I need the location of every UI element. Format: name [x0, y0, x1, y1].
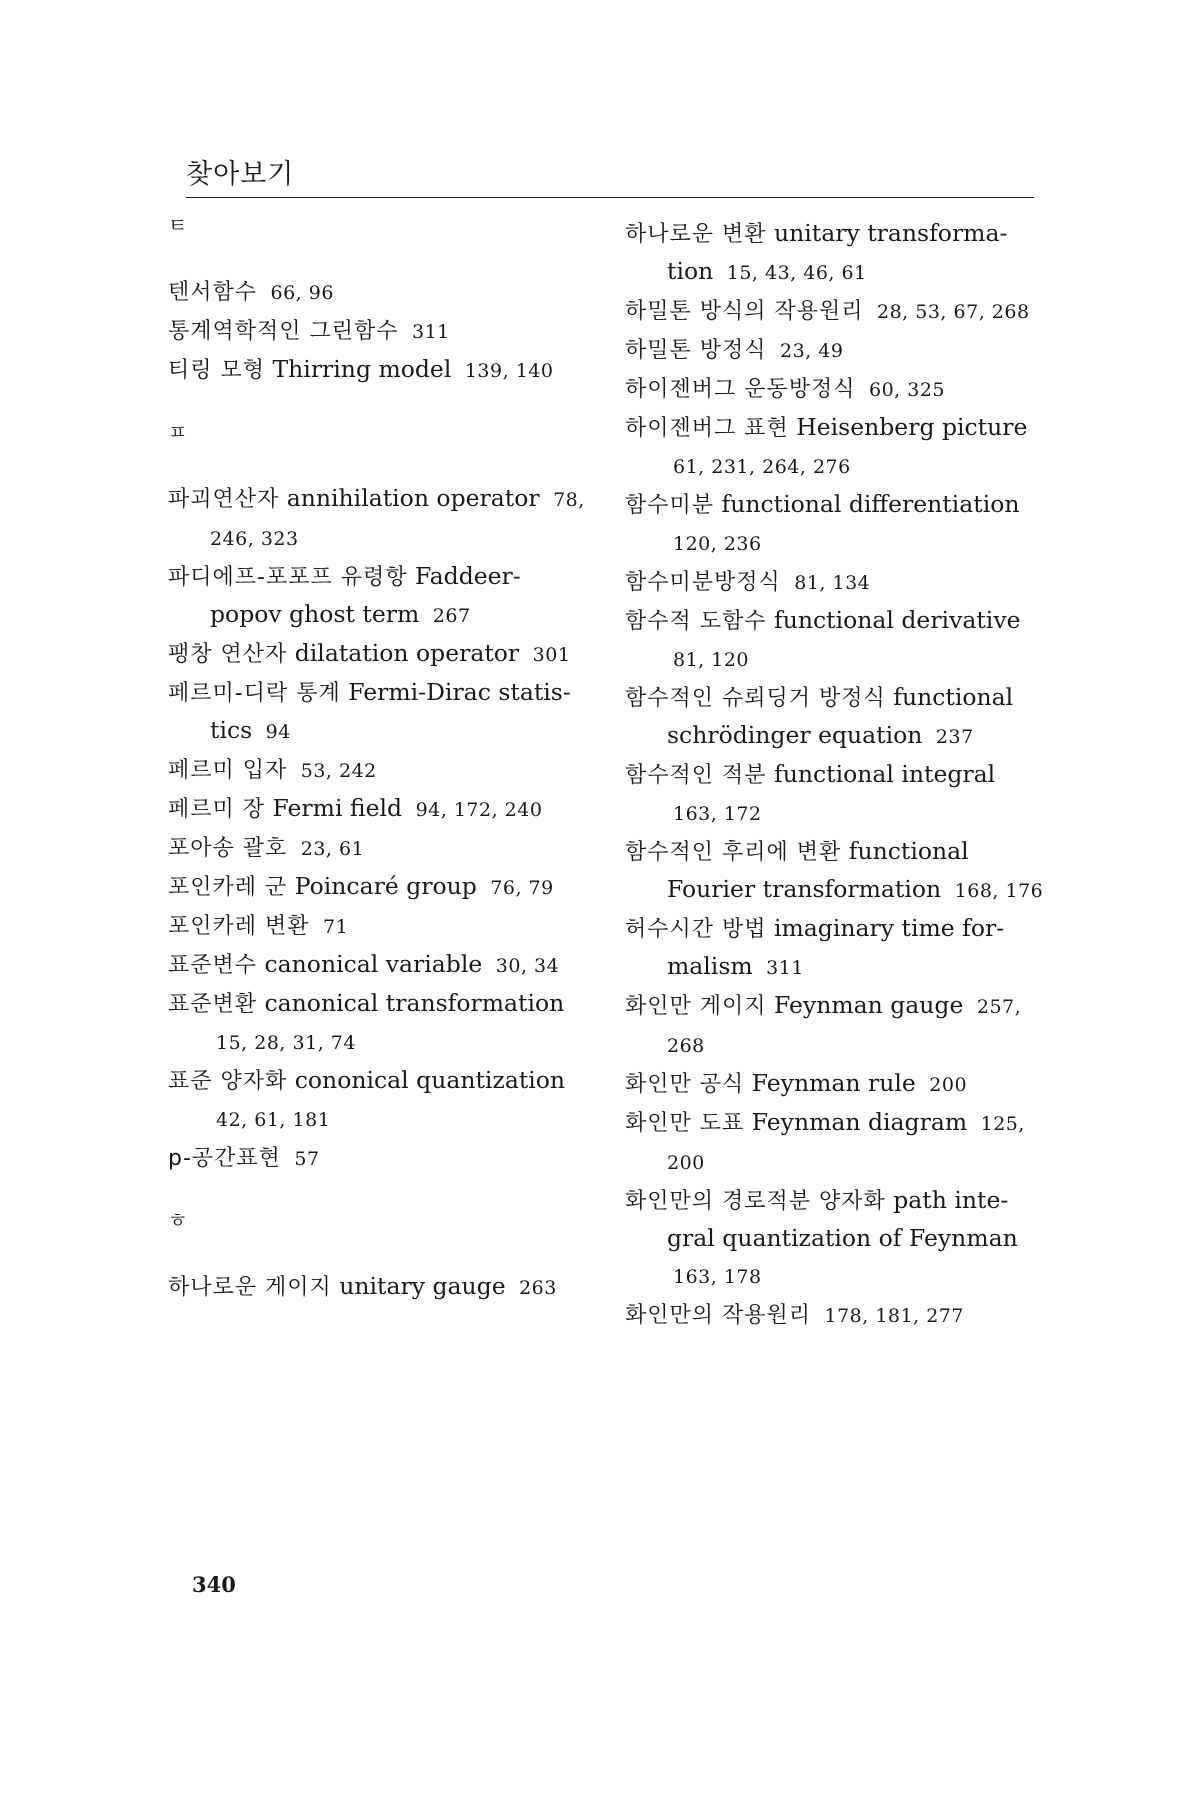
page-number: 340	[192, 1572, 236, 1597]
index-column-right	[625, 215, 1045, 1335]
index-entry: 포인카레 변환 71	[168, 914, 349, 939]
section-letter-tieut: ㅌ	[168, 213, 188, 237]
index-entry: 팽창 연산자 dilatation operator 301	[168, 639, 571, 667]
index-entry: 페르미-디락 통계 Fermi-Dirac statis-tics 94	[168, 678, 571, 744]
index-entry: 텐서함수 66, 96	[168, 280, 334, 305]
index-entry: 포인카레 군 Poincaré group 76, 79	[168, 872, 554, 900]
page-title: 찾아보기	[186, 159, 295, 190]
index-entry: 포아송 괄호 23, 61	[168, 836, 365, 861]
index-column-left	[168, 215, 588, 1307]
index-entry: 하이젠버그 표현 Heisenberg picture 61, 231, 264, 276	[625, 413, 1028, 478]
index-entry: 함수적인 슈뢰딩거 방정식 functional schrödinger equation 237	[625, 683, 1014, 749]
index-entry: 하나로운 변환 unitary transforma-tion 15, 43, 46, 61	[625, 219, 1008, 285]
index-entry: p-공간표현 57	[168, 1146, 320, 1171]
index-entry: 하밀톤 방식의 작용원리 28, 53, 67, 268	[625, 299, 1030, 324]
index-entry: 티링 모형 Thirring model 139, 140	[168, 355, 554, 383]
index-entry: 화인만의 경로적분 양자화 path inte-gral quantization of Feynman 163, 178	[625, 1186, 1018, 1288]
index-entry: 통계역학적인 그린함수 311	[168, 319, 450, 344]
index-entry: 페르미 입자 53, 242	[168, 758, 377, 783]
index-entry: 표준변환 canonical transformation 15, 28, 31, 74	[168, 989, 565, 1054]
index-entry: 하나로운 게이지 unitary gauge 263	[168, 1272, 557, 1300]
index-entry: 함수적 도함수 functional derivative 81, 120	[625, 606, 1021, 671]
index-entry: 함수미분 functional differentiation 120, 236	[625, 490, 1020, 555]
index-entry: 파디에프-포포프 유령항 Faddeer-popov ghost term 267	[168, 562, 521, 628]
index-entry: 하밀톤 방정식 23, 49	[625, 338, 844, 363]
index-entry: 표준변수 canonical variable 30, 34	[168, 950, 560, 978]
index-entry: 함수미분방정식 81, 134	[625, 570, 871, 595]
index-entry: 파괴연산자 annihilation operator 78, 246, 323	[168, 484, 585, 550]
index-entry: 화인만의 작용원리 178, 181, 277	[625, 1303, 964, 1328]
index-entry: 화인만 공식 Feynman rule 200	[625, 1069, 968, 1097]
index-entry: 함수적인 적분 functional integral 163, 172	[625, 760, 996, 825]
index-entry: 페르미 장 Fermi field 94, 172, 240	[168, 794, 543, 822]
running-header	[186, 152, 1034, 198]
index-entry: 허수시간 방법 imaginary time for-malism 311	[625, 914, 1005, 980]
index-entry: 화인만 도표 Feynman diagram 125, 200	[625, 1108, 1025, 1174]
section-letter-hieut: ㅎ	[168, 1208, 188, 1232]
section-letter-pieup: ㅍ	[168, 420, 188, 444]
index-entry: 함수적인 후리에 변환 functional Fourier transformation 168, 176	[625, 837, 1044, 903]
index-entry: 화인만 게이지 Feynman gauge 257, 268	[625, 991, 1022, 1057]
index-entry: 표준 양자화 cononical quantization 42, 61, 181	[168, 1066, 566, 1131]
index-entry: 하이젠버그 운동방정식 60, 325	[625, 377, 946, 402]
